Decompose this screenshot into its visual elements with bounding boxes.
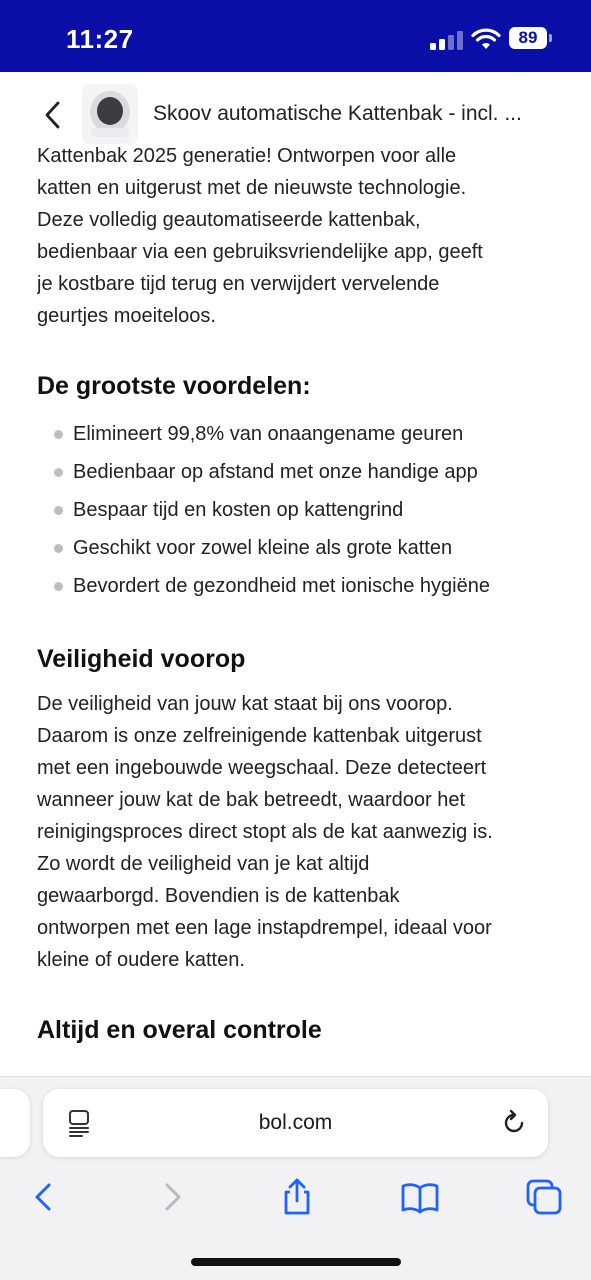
intro-line: bedienbaar via een gebruiksvriendelijke app, geeft (37, 241, 483, 263)
paragraph-line: reinigingsproces direct stopt als de kat aanwezig is. (37, 821, 493, 843)
intro-paragraph (37, 140, 562, 332)
chevron-left-icon[interactable] (40, 98, 66, 132)
list-item-text: Bedienbaar op afstand met onze handige app (73, 461, 478, 483)
paragraph-line: De veiligheid van jouw kat staat bij ons voorop. (37, 693, 453, 715)
paragraph-line: Zo wordt de veiligheid van je kat altijd (37, 853, 370, 875)
list-item-text: Bespaar tijd en kosten op kattengrind (73, 499, 404, 521)
bullet-dot-icon (54, 468, 63, 477)
intro-line: je kostbare tijd terug en verwijdert vervelende (37, 273, 440, 295)
home-indicator[interactable] (191, 1258, 401, 1266)
section-heading-safety: Veiligheid voorop (37, 645, 246, 673)
intro-line: Kattenbak 2025 generatie! Ontworpen voor alle (37, 145, 457, 167)
paragraph-line: kleine of oudere katten. (37, 949, 245, 971)
list-item-text: Elimineert 99,8% van onaangename geuren (73, 423, 464, 445)
product-thumbnail[interactable] (82, 84, 138, 144)
battery-tip (549, 34, 552, 42)
paragraph-line: met een ingebouwde weegschaal. Deze detecteert (37, 757, 487, 779)
product-description (37, 140, 562, 1075)
status-bar (0, 0, 591, 72)
section-heading-control: Altijd en overal controle (37, 1016, 322, 1044)
back-arrow-icon[interactable] (24, 1177, 64, 1217)
share-icon[interactable] (277, 1177, 317, 1217)
address-bar[interactable] (43, 1089, 548, 1157)
section-heading-benefits: De grootste voordelen: (37, 372, 311, 400)
intro-line: katten en uitgerust met de nieuwste technologie. (37, 177, 467, 199)
list-item (37, 453, 562, 491)
cellular-signal-icon (430, 30, 464, 50)
bullet-dot-icon (54, 582, 63, 591)
benefits-list (37, 415, 562, 605)
list-item (37, 567, 562, 605)
bookmarks-icon[interactable] (400, 1177, 440, 1217)
page-title: Skoov automatische Kattenbak - incl. ... (153, 102, 522, 125)
intro-line: geurtjes moeiteloos. (37, 305, 216, 327)
list-item (37, 491, 562, 529)
intro-line: Deze volledig geautomatiseerde kattenbak, (37, 209, 421, 231)
paragraph-line: Daarom is onze zelfreinigende kattenbak uitgerust (37, 725, 482, 747)
bullet-dot-icon (54, 506, 63, 515)
bullet-dot-icon (54, 430, 63, 439)
paragraph-line: ontworpen met een lage instapdrempel, ideaal voor (37, 917, 492, 939)
list-item-text: Geschikt voor zowel kleine als grote katten (73, 537, 453, 559)
battery-icon: 89 (509, 27, 547, 49)
list-item-text: Bevordert de gezondheid met ionische hygiëne (73, 575, 490, 597)
safety-paragraph (37, 688, 562, 976)
paragraph-line: wanneer jouw kat de bak betreedt, waardoor het (37, 789, 466, 811)
forward-arrow-icon[interactable] (152, 1177, 192, 1217)
status-time: 11:27 (66, 24, 134, 54)
tabs-icon[interactable] (524, 1177, 564, 1217)
paragraph-line: gewaarborgd. Bovendien is de kattenbak (37, 885, 400, 907)
previous-tab-preview[interactable] (0, 1089, 30, 1157)
reload-icon[interactable] (499, 1108, 529, 1138)
browser-toolbar (0, 1076, 591, 1280)
bullet-dot-icon (54, 544, 63, 553)
list-item (37, 415, 562, 453)
list-item (37, 529, 562, 567)
wifi-icon (471, 27, 501, 51)
url-text[interactable]: bol.com (258, 1111, 333, 1134)
